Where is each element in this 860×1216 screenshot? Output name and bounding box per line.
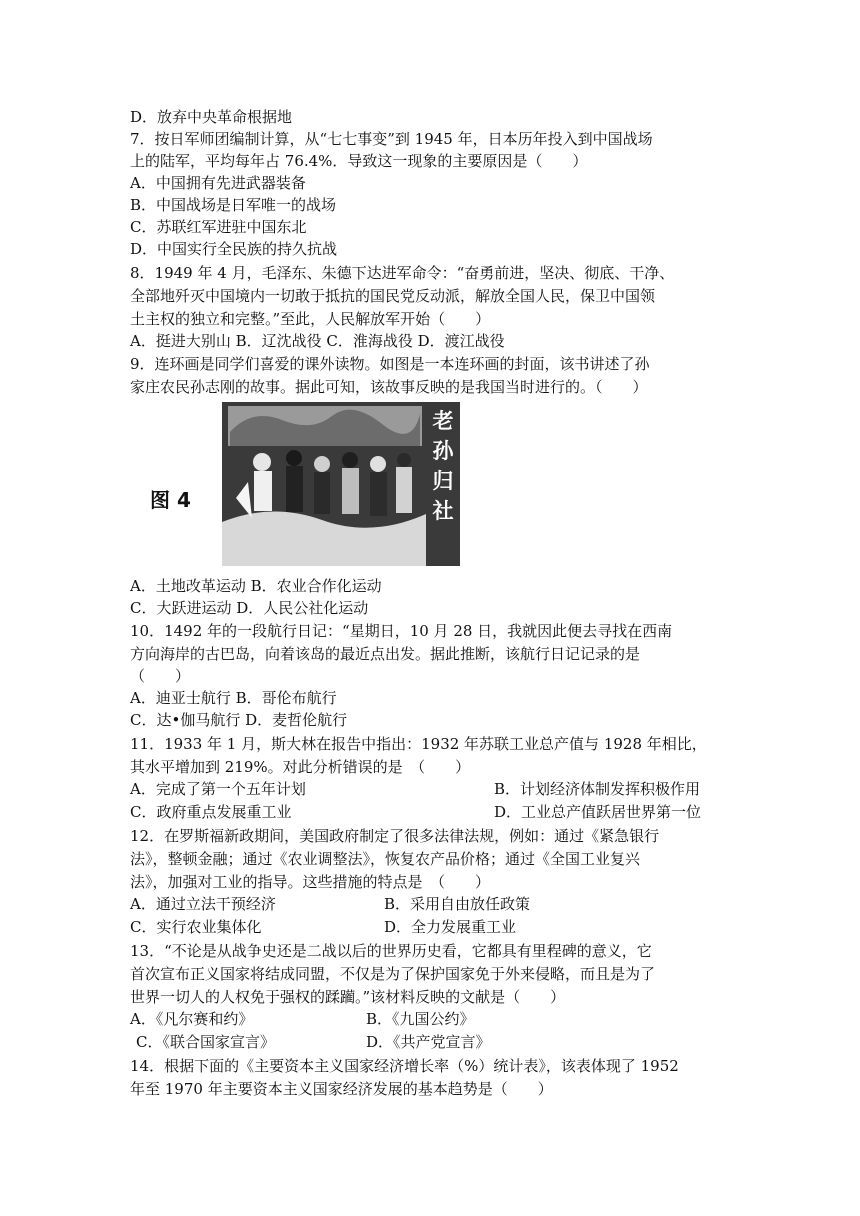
q11-option-c: C．政府重点发展重工业: [130, 803, 292, 821]
q7-option-b: B．中国战场是日军唯一的战场: [130, 196, 337, 214]
q10-option-ab: A．迪亚士航行 B．哥伦布航行: [130, 689, 337, 707]
q10-stem-line3: （ ）: [130, 667, 191, 685]
q11-stem-line1: 11．1933 年 1 月，斯大林在报告中指出：1932 年苏联工业总产值与 1928 年相比，: [130, 735, 707, 753]
q11-option-b: B．计划经济体制发挥积极作用: [494, 780, 701, 798]
q10-stem-line2: 方向海岸的古巴岛，向着该岛的最近点出发。据此推断，该航行日记记录的是: [130, 645, 641, 663]
q8-stem-line2: 全部地歼灭中国境内一切敢于抵抗的国民党反动派，解放全国人民，保卫中国领: [130, 287, 656, 305]
q11-option-d: D．工业总产值跃居世界第一位: [494, 803, 702, 821]
q7-option-d: D．中国实行全民族的持久抗战: [130, 240, 338, 258]
q10-stem-line1: 10．1492 年的一段航行日记：“星期日，10 月 28 日，我就因此便去寻找在西南: [130, 622, 673, 640]
q13-option-c: C．《联合国家宣言》: [136, 1033, 275, 1051]
q7-stem-line1: 7．按日军师团编制计算，从“七七事变”到 1945 年，日本历年投入到中国战场: [130, 130, 653, 148]
q12-option-b: B．采用自由放任政策: [384, 895, 531, 913]
q13-stem-line1: 13．“不论是从战争史还是二战以后的世界历史看，它都具有里程碑的意义，它: [130, 942, 652, 960]
q13-option-a: A．《凡尔赛和约》: [130, 1010, 254, 1028]
q11-option-a: A．完成了第一个五年计划: [130, 780, 306, 798]
q11-stem-line2: 其水平增加到 219%。对此分析错误的是 （ ）: [130, 758, 471, 776]
q8-stem-line3: 土主权的独立和完整。”至此，人民解放军开始（ ）: [130, 310, 491, 328]
q13-stem-line2: 首次宣布正义国家将结成同盟，不仅是为了保护国家免于外来侵略，而且是为了: [130, 965, 656, 983]
q14-stem-line2: 年至 1970 年主要资本主义国家经济发展的基本趋势是（ ）: [130, 1080, 553, 1098]
q13-option-b: B．《九国公约》: [366, 1010, 475, 1028]
q12-option-d: D．全力发展重工业: [384, 918, 517, 936]
q9-option-ab: A．土地改革运动 B．农业合作化运动: [130, 577, 382, 595]
q12-stem-line1: 12．在罗斯福新政期间，美国政府制定了很多法律法规，例如：通过《紧急银行: [130, 827, 660, 845]
q7-stem-line2: 上的陆军，平均每年占 76.4%．导致这一现象的主要原因是（ ）: [130, 152, 588, 170]
comic-cover-image: [222, 402, 460, 572]
q12-option-c: C．实行农业集体化: [130, 918, 262, 936]
figure-label: 图 4: [150, 488, 191, 512]
q8-options: A．挺进大别山 B．辽沈战役 C．淮海战役 D．渡江战役: [130, 332, 505, 350]
comic-title: 老孙归社: [432, 409, 454, 523]
q13-option-d: D．《共产党宣言》: [366, 1033, 491, 1051]
q7-option-c: C．苏联红军进驻中国东北: [130, 218, 307, 236]
q12-stem-line3: 法》，加强对工业的指导。这些措施的特点是 （ ）: [130, 873, 491, 891]
q9-stem-line1: 9．连环画是同学们喜爱的课外读物。如图是一本连环画的封面，该书讲述了孙: [130, 355, 650, 373]
q10-option-cd: C．达•伽马航行 D．麦哲伦航行: [130, 711, 348, 729]
q13-stem-line3: 世界一切人的人权免于强权的蹂躏。”该材料反映的文献是（ ）: [130, 988, 566, 1006]
q9-option-cd: C．大跃进运动 D．人民公社化运动: [130, 599, 369, 617]
q8-stem-line1: 8．1949 年 4 月，毛泽东、朱德下达进军命令：“奋勇前进，坚决、彻底、干净、: [130, 264, 675, 282]
q14-stem-line1: 14．根据下面的《主要资本主义国家经济增长率（%）统计表》，该表体现了 1952: [130, 1057, 679, 1075]
q7-option-a: A．中国拥有先进武器装备: [130, 174, 306, 192]
q6-option-d: D．放弃中央革命根据地: [130, 108, 293, 126]
q9-stem-line2: 家庄农民孙志刚的故事。据此可知，该故事反映的是我国当时进行的。（ ）: [130, 378, 648, 396]
q12-stem-line2: 法》，整顿金融；通过《农业调整法》，恢复农产品价格；通过《全国工业复兴: [130, 850, 641, 868]
q12-option-a: A．通过立法干预经济: [130, 895, 276, 913]
